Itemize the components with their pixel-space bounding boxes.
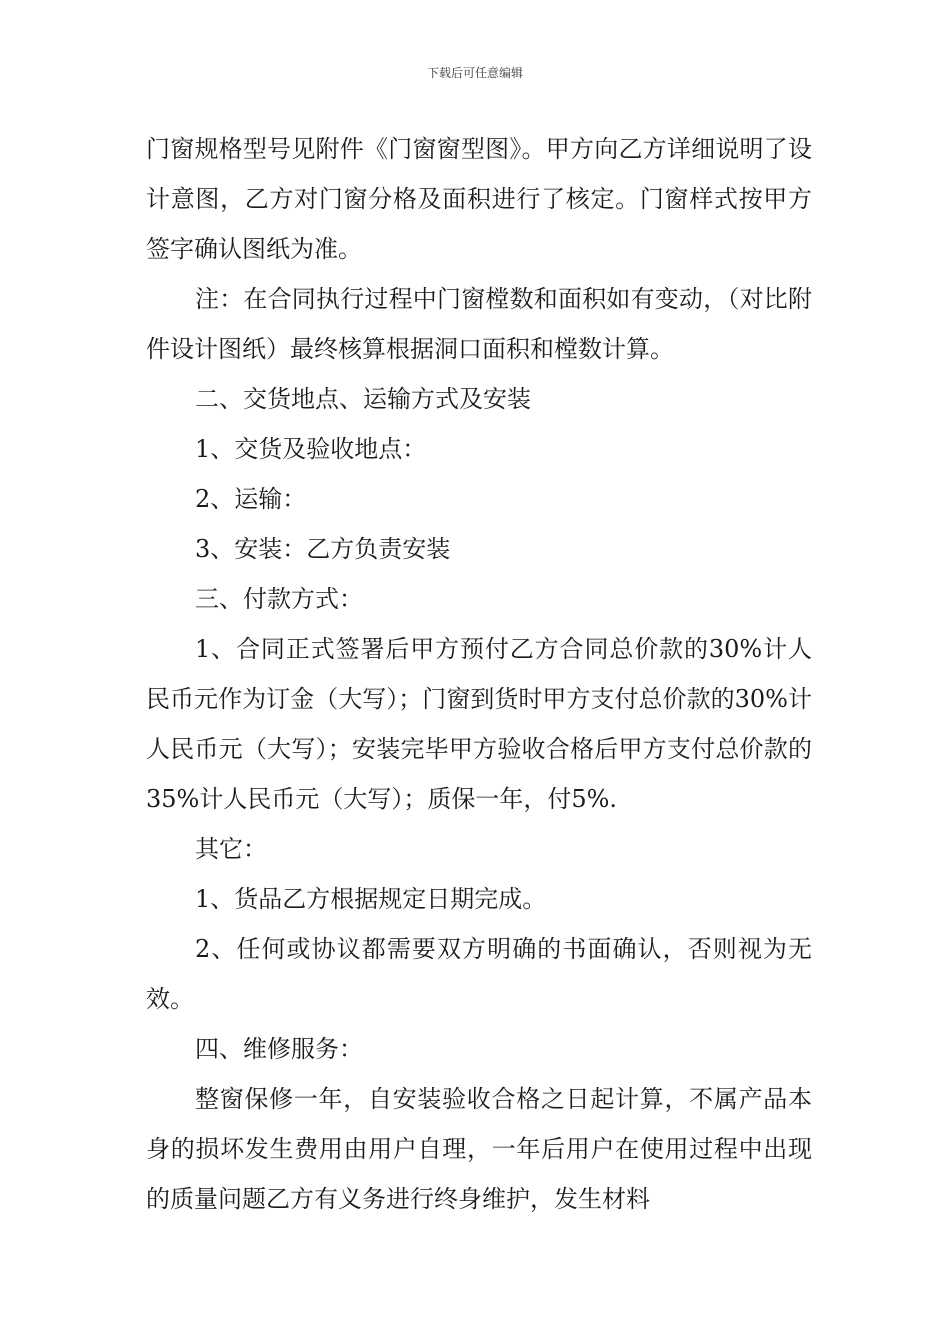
list-item-installation: 3、安装：乙方负责安装 [195, 535, 451, 563]
paragraph-door-specs: 门窗规格型号见附件《门窗窗型图》。甲方向乙方详细说明了设计意图，乙方对门窗分格及面积进行了核定。门窗样式按甲方签字确认图纸为准。 [146, 135, 812, 263]
section-heading-payment: 三、付款方式： [195, 585, 363, 613]
list-item-written-confirmation: 2、任何或协议都需要双方明确的书面确认，否则视为无效。 [146, 935, 812, 1013]
list-item-payment-terms: 1、合同正式签署后甲方预付乙方合同总价款的30%计人民币元作为订金（大写）；门窗到货时甲方支付总价款的30%计人民币元（大写）；安装完毕甲方验收合格后甲方支付总价款的35%计人民币元（大写）；质保一年，付5%. [146, 635, 812, 813]
page-header: 下载后可任意编辑 [426, 66, 523, 80]
list-item-goods-schedule: 1、货品乙方根据规定日期完成。 [195, 885, 547, 913]
paragraph-note: 注：在合同执行过程中门窗樘数和面积如有变动，（对比附件设计图纸）最终核算根据洞口面积和樘数计算。 [146, 285, 812, 363]
paragraph-warranty: 整窗保修一年，自安装验收合格之日起计算，不属产品本身的损坏发生费用由用户自理，一年后用户在使用过程中出现的质量问题乙方有义务进行终身维护，发生材料 [146, 1085, 812, 1213]
section-heading-delivery: 二、交货地点、运输方式及安装 [195, 385, 531, 413]
document-body [146, 124, 812, 1224]
list-item-delivery-location: 1、交货及验收地点： [195, 435, 427, 463]
section-heading-other: 其它： [195, 835, 267, 863]
section-heading-maintenance: 四、维修服务： [195, 1035, 363, 1063]
list-item-transport: 2、运输： [195, 485, 307, 513]
